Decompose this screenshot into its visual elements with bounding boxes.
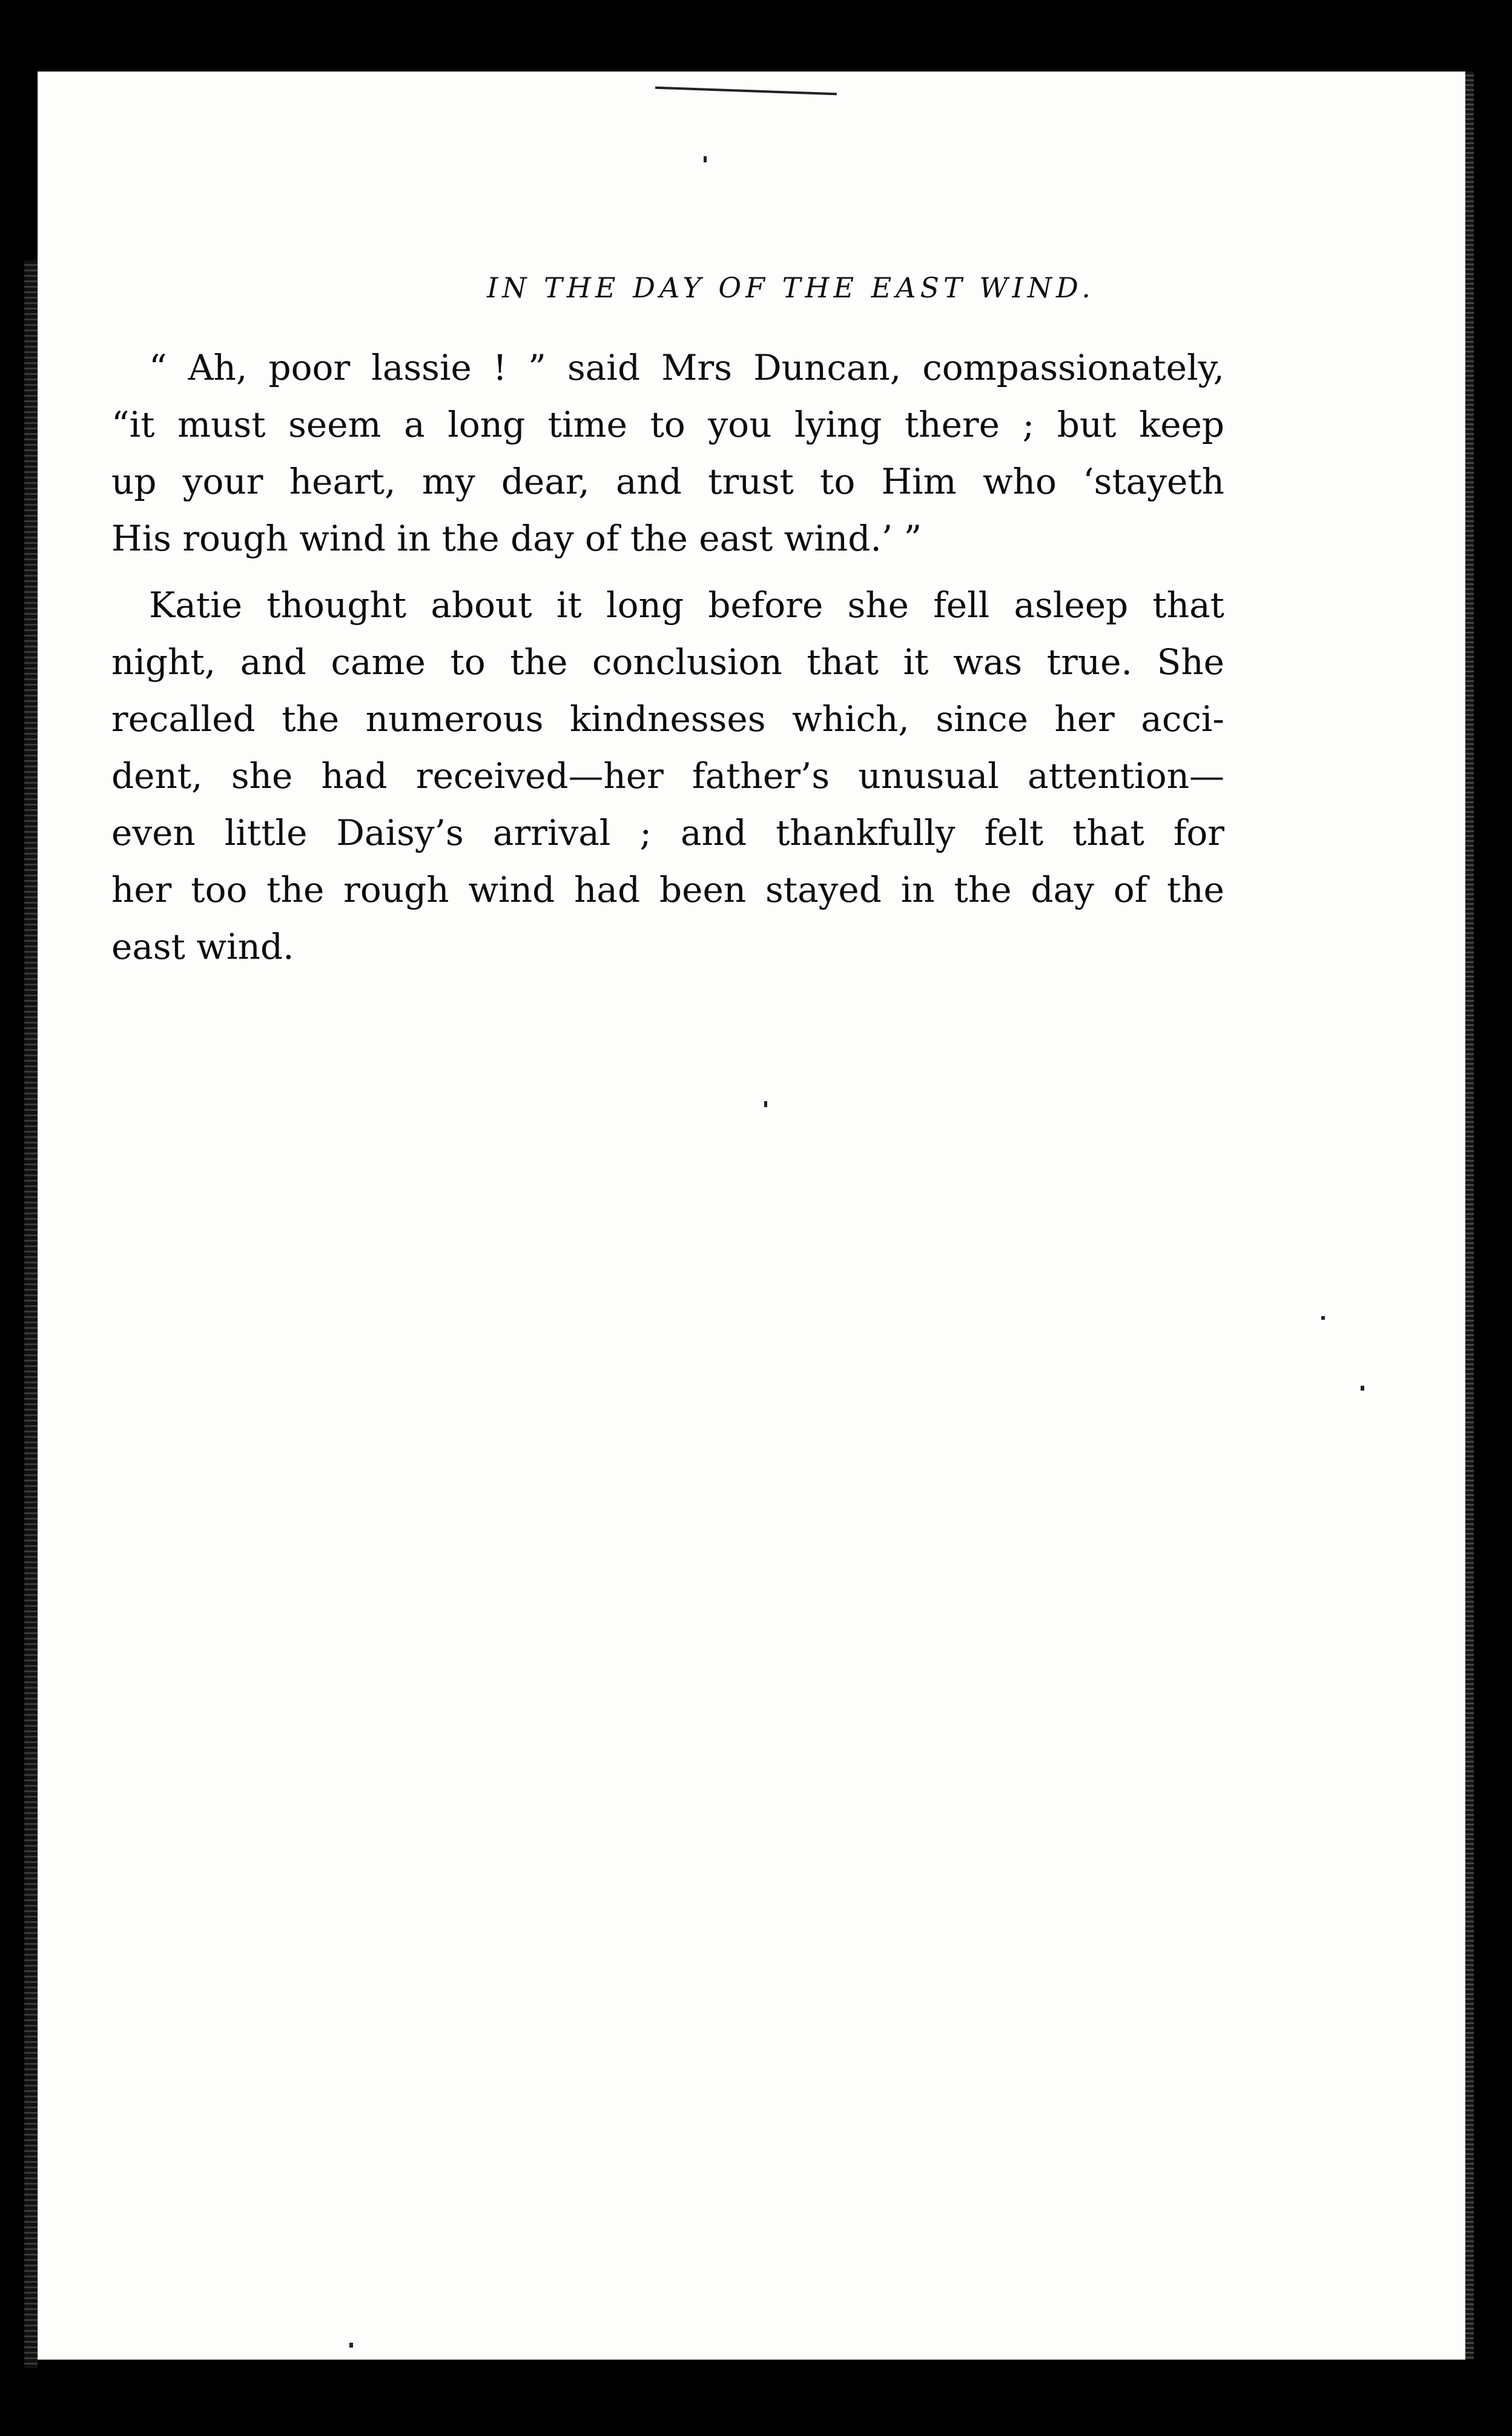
text-line: dent, she had received—her father’s unusual attention— bbox=[111, 755, 1224, 796]
text-line: Katie thought about it long before she fell asleep that bbox=[149, 584, 1224, 626]
scan-speck bbox=[349, 2343, 353, 2348]
scan-edge-right bbox=[1465, 71, 1474, 2360]
book-page bbox=[38, 71, 1465, 2360]
body-text bbox=[111, 339, 1224, 975]
text-line: her too the rough wind had been stayed in the day of the bbox=[111, 869, 1224, 910]
scan-speck bbox=[1361, 1386, 1364, 1391]
text-line: night, and came to the conclusion that it was true. She bbox=[111, 641, 1224, 683]
text-line: His rough wind in the day of the east wind.’ ” bbox=[111, 518, 922, 559]
scan-edge-left bbox=[24, 260, 38, 2368]
scan-speck bbox=[764, 1101, 767, 1107]
text-line: recalled the numerous kindnesses which, since her acci- bbox=[111, 698, 1224, 740]
paragraph-gap bbox=[111, 567, 1224, 577]
running-head: IN THE DAY OF THE EAST WIND. bbox=[487, 271, 1095, 304]
text-line: “it must seem a long time to you lying there ; but keep bbox=[111, 404, 1224, 445]
scan-speck bbox=[1321, 1316, 1325, 1320]
scan-mark bbox=[655, 87, 837, 95]
paragraph-2 bbox=[111, 577, 1224, 975]
scan-speck bbox=[704, 156, 707, 162]
text-line: “ Ah, poor lassie ! ” said Mrs Duncan, compassionately, bbox=[149, 347, 1224, 388]
text-line: up your heart, my dear, and trust to Him who ‘stayeth bbox=[111, 461, 1224, 502]
paragraph-1 bbox=[111, 339, 1224, 567]
text-line: even little Daisy’s arrival ; and thankfully felt that for bbox=[111, 812, 1224, 853]
text-line: east wind. bbox=[111, 926, 294, 967]
